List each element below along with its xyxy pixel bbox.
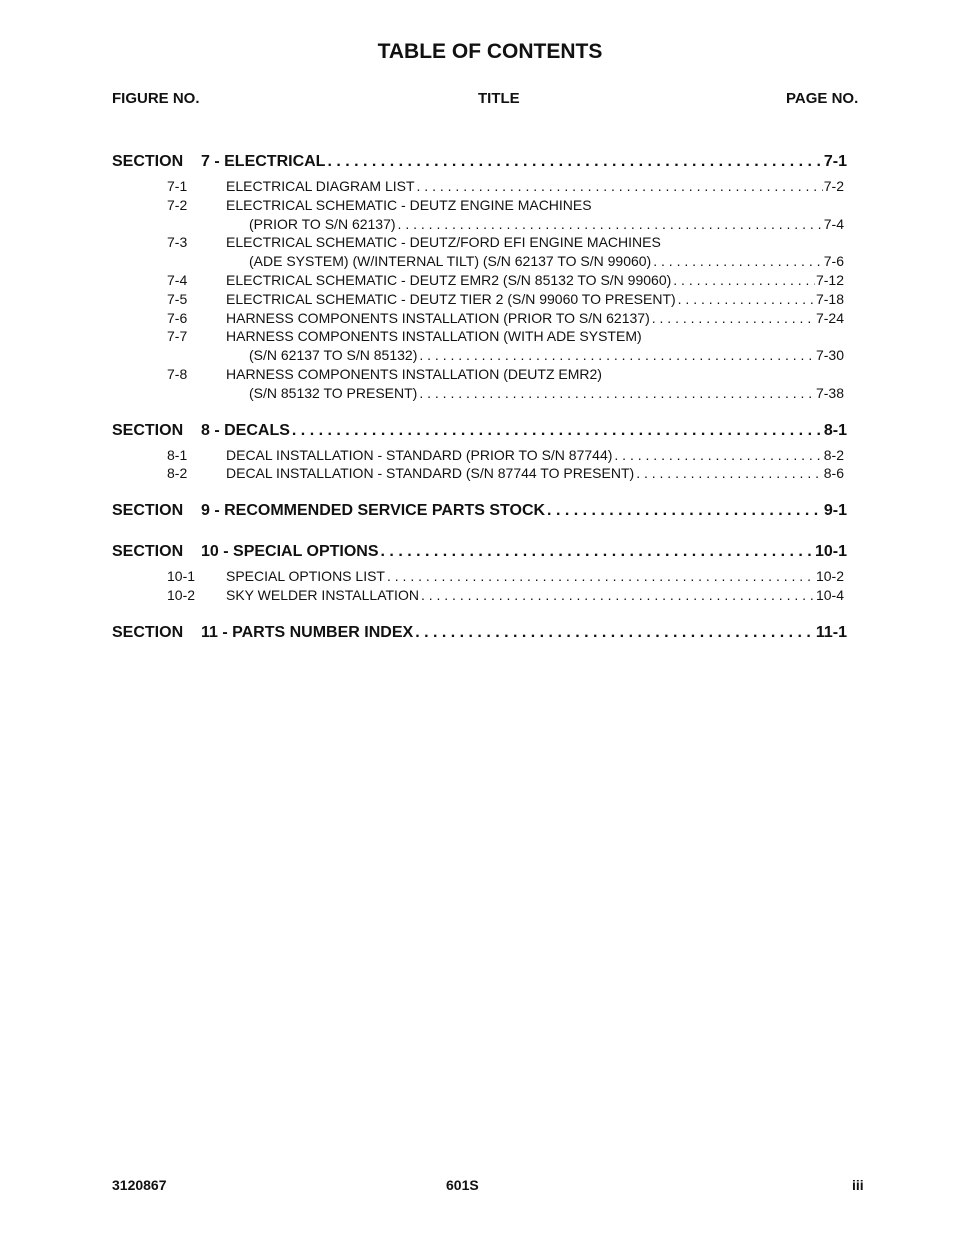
dot-leader — [653, 252, 823, 271]
section-page: 9-1 — [823, 502, 847, 520]
dot-leader — [636, 464, 823, 483]
figure-number: 7-6 — [167, 309, 188, 326]
section-title: 11 - PARTS NUMBER INDEX — [201, 623, 414, 641]
dot-leader — [417, 177, 823, 196]
figure-title: ELECTRICAL SCHEMATIC - DEUTZ ENGINE MACHINES — [226, 196, 592, 213]
figure-number: 7-4 — [167, 271, 188, 288]
figure-list — [112, 567, 847, 605]
figure-entry[interactable] — [112, 177, 847, 196]
figure-number: 7-7 — [167, 328, 188, 345]
figure-entry[interactable] — [112, 586, 847, 605]
section-label: SECTION — [112, 421, 184, 439]
figure-number: 10-1 — [167, 568, 196, 585]
dot-leader — [387, 567, 815, 586]
figure-title: HARNESS COMPONENTS INSTALLATION (WITH ADE SYSTEM) — [226, 328, 642, 345]
section-entry[interactable] — [112, 499, 847, 523]
figure-title: SPECIAL OPTIONS LIST — [226, 568, 385, 585]
section-page: 8-1 — [823, 421, 847, 439]
figure-title: HARNESS COMPONENTS INSTALLATION (PRIOR TO S/N 62137) — [226, 309, 650, 326]
section-entry[interactable] — [112, 419, 847, 443]
figure-number: 7-1 — [167, 178, 188, 194]
figure-page: 7-6 — [823, 253, 844, 270]
figure-title: SKY WELDER INSTALLATION — [226, 586, 419, 603]
figure-number: 7-3 — [167, 234, 188, 251]
dot-leader — [381, 540, 814, 564]
figure-number: 7-5 — [167, 290, 188, 307]
section-title: 9 - RECOMMENDED SERVICE PARTS STOCK — [201, 502, 546, 520]
dot-leader — [419, 346, 815, 365]
figure-entry[interactable] — [112, 196, 847, 234]
figure-page: 7-24 — [815, 309, 844, 326]
figure-entry[interactable] — [112, 271, 847, 290]
figure-page: 10-2 — [815, 568, 844, 585]
dot-leader — [419, 384, 815, 403]
figure-title: ELECTRICAL SCHEMATIC - DEUTZ/FORD EFI ENGINE MACHINES — [226, 234, 661, 251]
figure-number: 8-1 — [167, 446, 188, 463]
figure-page: 7-18 — [815, 290, 844, 307]
section-entry[interactable] — [112, 540, 847, 564]
section-page: 7-1 — [823, 153, 847, 170]
section-label: SECTION — [112, 153, 184, 170]
section-entry[interactable] — [112, 150, 847, 174]
column-header-figure-no: FIGURE NO. — [112, 90, 200, 107]
footer-document-number: 3120867 — [112, 1177, 167, 1193]
table-of-contents — [112, 150, 847, 662]
figure-title: ELECTRICAL SCHEMATIC - DEUTZ TIER 2 (S/N 99060 TO PRESENT) — [226, 290, 676, 307]
figure-number: 10-2 — [167, 586, 196, 603]
dot-leader — [614, 446, 822, 465]
section-page: 10-1 — [814, 543, 847, 561]
figure-entry[interactable] — [112, 290, 847, 309]
column-header-title: TITLE — [478, 90, 520, 107]
dot-leader — [547, 499, 823, 523]
figure-title: HARNESS COMPONENTS INSTALLATION (DEUTZ EMR2) — [226, 365, 602, 382]
figure-page: 8-6 — [823, 465, 844, 482]
figure-number: 7-8 — [167, 365, 188, 382]
figure-title: (S/N 85132 TO PRESENT) — [249, 384, 418, 401]
figure-page: 7-30 — [815, 347, 844, 364]
figure-title: ELECTRICAL DIAGRAM LIST — [226, 178, 415, 194]
section-title: 7 - ELECTRICAL — [201, 153, 326, 170]
figure-list — [112, 446, 847, 484]
dot-leader — [292, 419, 823, 443]
dot-leader — [421, 586, 815, 605]
figure-page: 7-4 — [823, 215, 844, 232]
figure-number: 7-2 — [167, 196, 188, 213]
figure-entry[interactable] — [112, 233, 847, 271]
figure-title: DECAL INSTALLATION - STANDARD (S/N 87744 TO PRESENT) — [226, 465, 635, 482]
figure-title: ELECTRICAL SCHEMATIC - DEUTZ EMR2 (S/N 85132 TO S/N 99060) — [226, 271, 672, 288]
section-label: SECTION — [112, 502, 184, 520]
footer-model: 601S — [446, 1177, 479, 1193]
figure-entry[interactable] — [112, 309, 847, 328]
figure-title: (PRIOR TO S/N 62137) — [249, 215, 396, 232]
section-label: SECTION — [112, 623, 184, 641]
figure-number: 8-2 — [167, 465, 188, 482]
dot-leader — [398, 215, 823, 234]
figure-page: 8-2 — [823, 446, 844, 463]
column-header-page-no: PAGE NO. — [786, 90, 859, 107]
figure-entry[interactable] — [112, 446, 847, 465]
section-label: SECTION — [112, 543, 184, 561]
figure-entry[interactable] — [112, 567, 847, 586]
figure-entry[interactable] — [112, 464, 847, 483]
figure-title: DECAL INSTALLATION - STANDARD (PRIOR TO S/N 87744) — [226, 446, 613, 463]
dot-leader — [673, 271, 815, 290]
dot-leader — [327, 150, 822, 174]
page-title: TABLE OF CONTENTS — [377, 40, 603, 63]
figure-page: 7-12 — [815, 271, 844, 288]
dot-leader — [678, 290, 815, 309]
figure-page: 7-2 — [823, 178, 844, 194]
figure-page: 10-4 — [815, 586, 844, 603]
footer-page-number: iii — [852, 1177, 864, 1193]
figure-title: (S/N 62137 TO S/N 85132) — [249, 347, 418, 364]
section-title: 10 - SPECIAL OPTIONS — [201, 543, 379, 561]
dot-leader — [652, 309, 815, 328]
figure-entry[interactable] — [112, 327, 847, 365]
dot-leader — [415, 621, 815, 645]
figure-list — [112, 177, 847, 403]
figure-page: 7-38 — [815, 384, 844, 401]
section-title: 8 - DECALS — [201, 421, 290, 439]
section-entry[interactable] — [112, 621, 847, 645]
figure-entry[interactable] — [112, 365, 847, 403]
section-page: 11-1 — [815, 623, 847, 641]
figure-title: (ADE SYSTEM) (W/INTERNAL TILT) (S/N 62137 TO S/N 99060) — [249, 253, 652, 270]
